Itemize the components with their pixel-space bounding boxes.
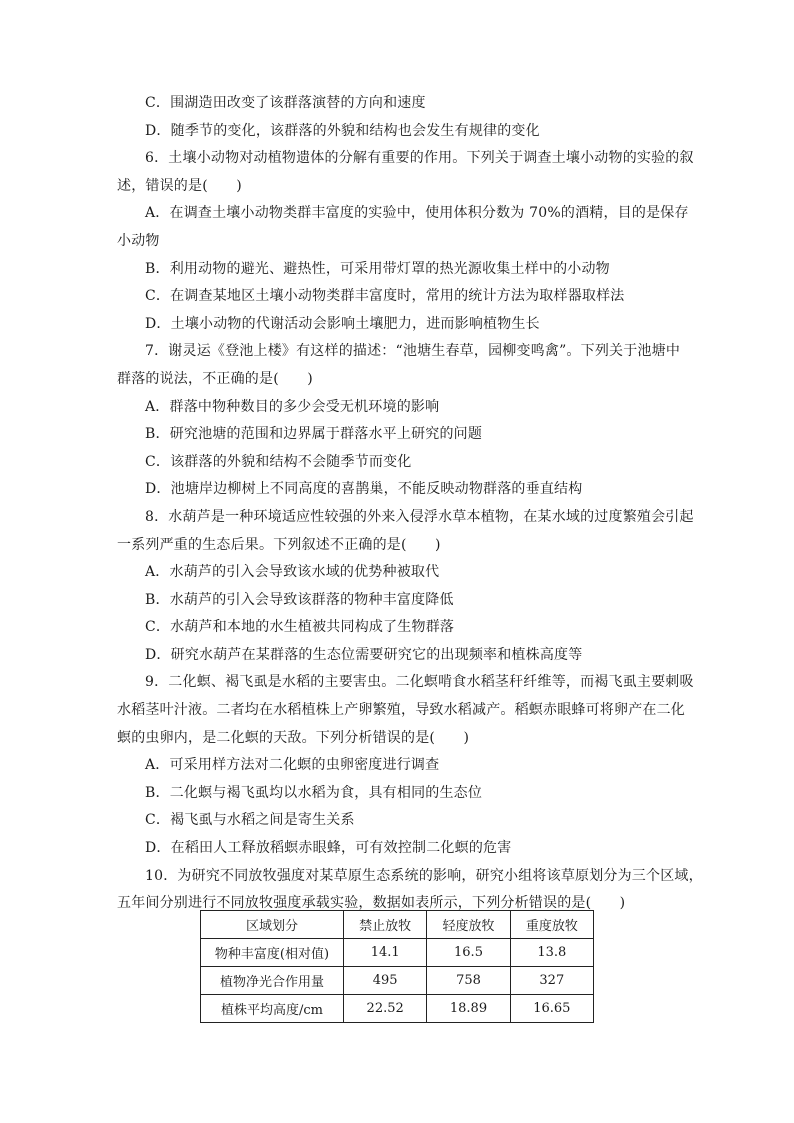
text-line: D．随季节的变化，该群落的外貌和结构也会发生有规律的变化 [145,122,540,139]
table-cell: 22.52 [344,995,427,1023]
text-line: A．水葫芦的引入会导致该水域的优势种被取代 [145,564,440,581]
table-cell: 13.8 [510,939,593,967]
table-row [201,939,594,967]
table-row [201,995,594,1023]
text-line: 群落的说法，不正确的是( ) [117,370,313,387]
text-line: 一系列严重的生态后果。下列叙述不正确的是( ) [117,536,441,553]
text-line: D．土壤小动物的代谢活动会影响土壤肥力，进而影响植物生长 [145,315,540,332]
text-line: 小动物 [117,232,160,249]
text-line: B．二化螟与褐飞虱均以水稻为食，具有相同的生态位 [145,784,483,801]
text-line: 螟的虫卵内，是二化螟的天敌。下列分析错误的是( ) [117,729,470,746]
table-header-row [201,911,594,939]
text-line: 8．水葫芦是一种环境适应性较强的外来入侵浮水草本植物，在某水域的过度繁殖会引起 [145,508,694,525]
text-line: B．水葫芦的引入会导致该群落的物种丰富度降低 [145,591,454,608]
text-line: C．在调查某地区土壤小动物类群丰富度时，常用的统计方法为取样器取样法 [145,288,625,305]
text-line: C．该群落的外貌和结构不会随季节而变化 [145,453,412,470]
table-cell: 14.1 [344,939,427,967]
text-line: 9．二化螟、褐飞虱是水稻的主要害虫。二化螟啃食水稻茎秆纤维等，而褐飞虱主要刺吸 [145,674,694,691]
text-line: 10．为研究不同放牧强度对某草原生态系统的影响，研究小组将该草原划分为三个区域， [145,867,703,884]
text-line: B．研究池塘的范围和边界属于群落水平上研究的问题 [145,426,483,443]
text-line: D．研究水葫芦在某群落的生态位需要研究它的出现频率和植株高度等 [145,646,583,663]
table-header-cell: 区域划分 [201,911,344,939]
text-line: D．在稻田人工释放稻螟赤眼蜂，可有效控制二化螟的危害 [145,840,512,857]
text-line: 水稻茎叶汁液。二者均在水稻植株上产卵繁殖，导致水稻减产。稻螟赤眼蜂可将卵产在二化 [117,702,685,719]
table-header-cell: 重度放牧 [510,911,593,939]
text-line: A．群落中物种数目的多少会受无机环境的影响 [145,398,440,415]
table-cell: 植株平均高度/cm [201,995,344,1023]
table-cell: 495 [344,967,427,995]
text-line: C．褐飞虱与水稻之间是寄生关系 [145,812,355,829]
text-line: 五年间分别进行不同放牧强度承载实验，数据如表所示，下列分析错误的是( ) [117,895,626,912]
table-cell: 16.5 [427,939,510,967]
table-cell: 16.65 [510,995,593,1023]
table-row [201,967,594,995]
table-header-cell: 禁止放牧 [344,911,427,939]
text-line: A．可采用样方法对二化螟的虫卵密度进行调查 [145,757,440,774]
table-cell: 327 [510,967,593,995]
text-line: 6．土壤小动物对动植物遗体的分解有重要的作用。下列关于调查土壤小动物的实验的叙 [145,150,694,167]
document-body [117,90,703,918]
text-line: 7．谢灵运《登池上楼》有这样的描述：“池塘生春草，园柳变鸣禽”。下列关于池塘中 [145,343,681,360]
table-cell: 植物净光合作用量 [201,967,344,995]
table-cell: 758 [427,967,510,995]
table-cell: 物种丰富度(相对值) [201,939,344,967]
text-line: B．利用动物的避光、避热性，可采用带灯罩的热光源收集土样中的小动物 [145,260,610,277]
table-cell: 18.89 [427,995,510,1023]
text-line: C．水葫芦和本地的水生植被共同构成了生物群落 [145,619,455,636]
text-line: A．在调查土壤小动物类群丰富度的实验中，使用体积分数为 70%的酒精，目的是保存 [145,205,689,222]
table-header-cell: 轻度放牧 [427,911,510,939]
data-table [200,910,594,1023]
text-line: 述，错误的是( ) [117,177,242,194]
text-line: D．池塘岸边柳树上不同高度的喜鹊巢，不能反映动物群落的垂直结构 [145,481,583,498]
text-line: C．围湖造田改变了该群落演替的方向和速度 [145,95,426,111]
